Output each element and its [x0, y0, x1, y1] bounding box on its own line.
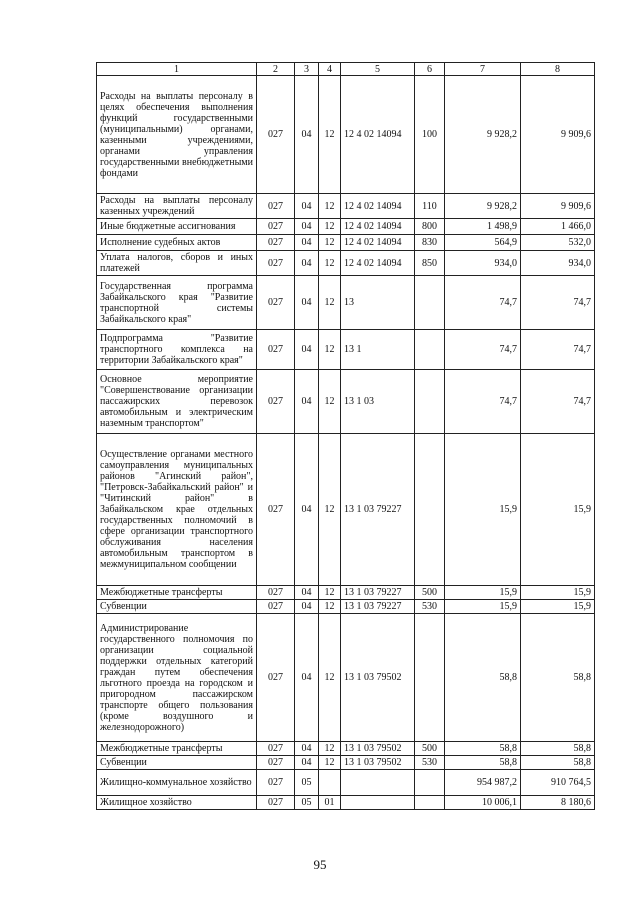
cell-name: Осуществление органами местного самоуправления муниципальных районов "Агинский район", "Петровск-Забайкальский район" и "Читинский район" в Забайкальском крае отдельных государственных полномочий в сфере организации транспортного обслуживания населения автомобильным транспортом в межмуниципальном сообщении [97, 434, 257, 586]
cell-amount-plan: 74,7 [445, 276, 521, 330]
cell-expense-type: 100 [415, 76, 445, 194]
cell-amount-actual: 74,7 [521, 370, 595, 434]
table-row [97, 251, 595, 276]
cell-amount-actual: 9 909,6 [521, 194, 595, 219]
cell-amount-actual: 15,9 [521, 586, 595, 600]
cell-expense-type [415, 276, 445, 330]
cell-amount-plan: 564,9 [445, 235, 521, 251]
cell-section: 04 [295, 276, 319, 330]
cell-expense-type: 850 [415, 251, 445, 276]
cell-amount-plan: 74,7 [445, 330, 521, 370]
cell-target-article [341, 770, 415, 796]
cell-section: 04 [295, 194, 319, 219]
cell-subsection: 12 [319, 370, 341, 434]
header-cell: 4 [319, 63, 341, 76]
cell-amount-actual: 8 180,6 [521, 796, 595, 810]
cell-amount-plan: 58,8 [445, 614, 521, 742]
cell-subsection: 12 [319, 235, 341, 251]
header-cell: 3 [295, 63, 319, 76]
cell-expense-type [415, 770, 445, 796]
table-row [97, 370, 595, 434]
cell-target-article: 13 1 [341, 330, 415, 370]
cell-subsection [319, 770, 341, 796]
cell-ministry-code: 027 [257, 614, 295, 742]
cell-expense-type: 530 [415, 600, 445, 614]
cell-amount-plan: 15,9 [445, 586, 521, 600]
cell-expense-type: 530 [415, 756, 445, 770]
cell-amount-plan: 10 006,1 [445, 796, 521, 810]
header-cell: 6 [415, 63, 445, 76]
cell-ministry-code: 027 [257, 796, 295, 810]
cell-amount-actual: 1 466,0 [521, 219, 595, 235]
cell-expense-type [415, 330, 445, 370]
cell-section: 04 [295, 370, 319, 434]
header-cell: 5 [341, 63, 415, 76]
table-row [97, 796, 595, 810]
cell-name: Иные бюджетные ассигнования [97, 219, 257, 235]
cell-name: Основное мероприятие "Совершенствование организации пассажирских перевозок автомобильным и электрическим наземным транспортом" [97, 370, 257, 434]
cell-amount-plan: 954 987,2 [445, 770, 521, 796]
cell-expense-type: 500 [415, 586, 445, 600]
cell-subsection: 01 [319, 796, 341, 810]
cell-subsection: 12 [319, 276, 341, 330]
cell-amount-actual: 910 764,5 [521, 770, 595, 796]
cell-name: Жилищное хозяйство [97, 796, 257, 810]
cell-ministry-code: 027 [257, 276, 295, 330]
table-row [97, 586, 595, 600]
cell-target-article: 12 4 02 14094 [341, 235, 415, 251]
table-row [97, 434, 595, 586]
cell-ministry-code: 027 [257, 756, 295, 770]
cell-expense-type [415, 796, 445, 810]
cell-ministry-code: 027 [257, 76, 295, 194]
header-row [97, 63, 595, 76]
cell-amount-actual: 15,9 [521, 600, 595, 614]
cell-ministry-code: 027 [257, 742, 295, 756]
header-cell: 7 [445, 63, 521, 76]
cell-amount-plan: 9 928,2 [445, 76, 521, 194]
cell-name: Исполнение судебных актов [97, 235, 257, 251]
cell-expense-type: 110 [415, 194, 445, 219]
cell-ministry-code: 027 [257, 434, 295, 586]
cell-expense-type [415, 614, 445, 742]
cell-expense-type [415, 370, 445, 434]
cell-section: 05 [295, 796, 319, 810]
cell-name: Государственная программа Забайкальского края "Развитие транспортной системы Забайкальского края" [97, 276, 257, 330]
cell-target-article: 13 1 03 79227 [341, 434, 415, 586]
cell-name: Жилищно-коммунальное хозяйство [97, 770, 257, 796]
cell-subsection: 12 [319, 194, 341, 219]
table-row [97, 276, 595, 330]
cell-amount-actual: 532,0 [521, 235, 595, 251]
cell-subsection: 12 [319, 330, 341, 370]
cell-expense-type: 500 [415, 742, 445, 756]
table-row [97, 614, 595, 742]
header-cell: 1 [97, 63, 257, 76]
cell-section: 04 [295, 219, 319, 235]
cell-expense-type: 800 [415, 219, 445, 235]
cell-amount-actual: 74,7 [521, 276, 595, 330]
cell-subsection: 12 [319, 742, 341, 756]
page-number: 95 [313, 857, 327, 872]
cell-amount-actual: 58,8 [521, 614, 595, 742]
cell-target-article: 13 1 03 [341, 370, 415, 434]
table-row [97, 219, 595, 235]
cell-name: Администрирование государственного полномочия по организации социальной поддержки отдельных категорий граждан путем обеспечения льготного проезда на городском и пригородном пассажирском транспорте общего пользования (кроме воздушного и железнодорожного) [97, 614, 257, 742]
cell-amount-actual: 58,8 [521, 756, 595, 770]
cell-subsection: 12 [319, 219, 341, 235]
cell-subsection: 12 [319, 251, 341, 276]
budget-table [96, 62, 595, 810]
cell-target-article: 12 4 02 14094 [341, 251, 415, 276]
cell-section: 04 [295, 614, 319, 742]
cell-amount-actual: 74,7 [521, 330, 595, 370]
cell-expense-type [415, 434, 445, 586]
cell-section: 05 [295, 770, 319, 796]
cell-subsection: 12 [319, 600, 341, 614]
cell-amount-actual: 58,8 [521, 742, 595, 756]
cell-amount-plan: 58,8 [445, 742, 521, 756]
cell-target-article: 12 4 02 14094 [341, 219, 415, 235]
cell-ministry-code: 027 [257, 194, 295, 219]
cell-section: 04 [295, 742, 319, 756]
cell-amount-plan: 934,0 [445, 251, 521, 276]
cell-target-article: 13 1 03 79227 [341, 586, 415, 600]
cell-ministry-code: 027 [257, 251, 295, 276]
cell-name: Расходы на выплаты персоналу казенных учреждений [97, 194, 257, 219]
table-row [97, 600, 595, 614]
table-row [97, 330, 595, 370]
cell-amount-plan: 15,9 [445, 600, 521, 614]
cell-name: Подпрограмма "Развитие транспортного комплекса на территории Забайкальского края" [97, 330, 257, 370]
cell-ministry-code: 027 [257, 330, 295, 370]
cell-target-article: 12 4 02 14094 [341, 194, 415, 219]
cell-target-article [341, 796, 415, 810]
cell-ministry-code: 027 [257, 370, 295, 434]
cell-section: 04 [295, 251, 319, 276]
cell-amount-plan: 58,8 [445, 756, 521, 770]
cell-amount-plan: 74,7 [445, 370, 521, 434]
cell-subsection: 12 [319, 614, 341, 742]
cell-target-article: 13 1 03 79502 [341, 756, 415, 770]
cell-section: 04 [295, 586, 319, 600]
cell-ministry-code: 027 [257, 219, 295, 235]
cell-ministry-code: 027 [257, 235, 295, 251]
table-row [97, 76, 595, 194]
cell-section: 04 [295, 330, 319, 370]
cell-target-article: 12 4 02 14094 [341, 76, 415, 194]
table-row [97, 756, 595, 770]
cell-section: 04 [295, 76, 319, 194]
cell-section: 04 [295, 235, 319, 251]
cell-ministry-code: 027 [257, 600, 295, 614]
cell-subsection: 12 [319, 756, 341, 770]
cell-section: 04 [295, 434, 319, 586]
header-cell: 8 [521, 63, 595, 76]
cell-target-article: 13 1 03 79227 [341, 600, 415, 614]
cell-amount-actual: 15,9 [521, 434, 595, 586]
cell-ministry-code: 027 [257, 586, 295, 600]
cell-subsection: 12 [319, 76, 341, 194]
cell-name: Расходы на выплаты персоналу в целях обеспечения выполнения функций государственными (муниципальными) органами, казенными учреждениями, органами управления государственными внебюджетными фондами [97, 76, 257, 194]
table-row [97, 770, 595, 796]
cell-expense-type: 830 [415, 235, 445, 251]
cell-section: 04 [295, 600, 319, 614]
cell-name: Субвенции [97, 600, 257, 614]
cell-target-article: 13 [341, 276, 415, 330]
cell-amount-plan: 9 928,2 [445, 194, 521, 219]
cell-subsection: 12 [319, 434, 341, 586]
cell-name: Межбюджетные трансферты [97, 742, 257, 756]
cell-amount-plan: 1 498,9 [445, 219, 521, 235]
cell-amount-actual: 934,0 [521, 251, 595, 276]
cell-name: Межбюджетные трансферты [97, 586, 257, 600]
cell-section: 04 [295, 756, 319, 770]
table-row [97, 235, 595, 251]
cell-target-article: 13 1 03 79502 [341, 742, 415, 756]
cell-target-article: 13 1 03 79502 [341, 614, 415, 742]
table-row [97, 194, 595, 219]
cell-subsection: 12 [319, 586, 341, 600]
cell-amount-plan: 15,9 [445, 434, 521, 586]
cell-amount-actual: 9 909,6 [521, 76, 595, 194]
cell-name: Субвенции [97, 756, 257, 770]
header-cell: 2 [257, 63, 295, 76]
cell-name: Уплата налогов, сборов и иных платежей [97, 251, 257, 276]
cell-ministry-code: 027 [257, 770, 295, 796]
table-row [97, 742, 595, 756]
